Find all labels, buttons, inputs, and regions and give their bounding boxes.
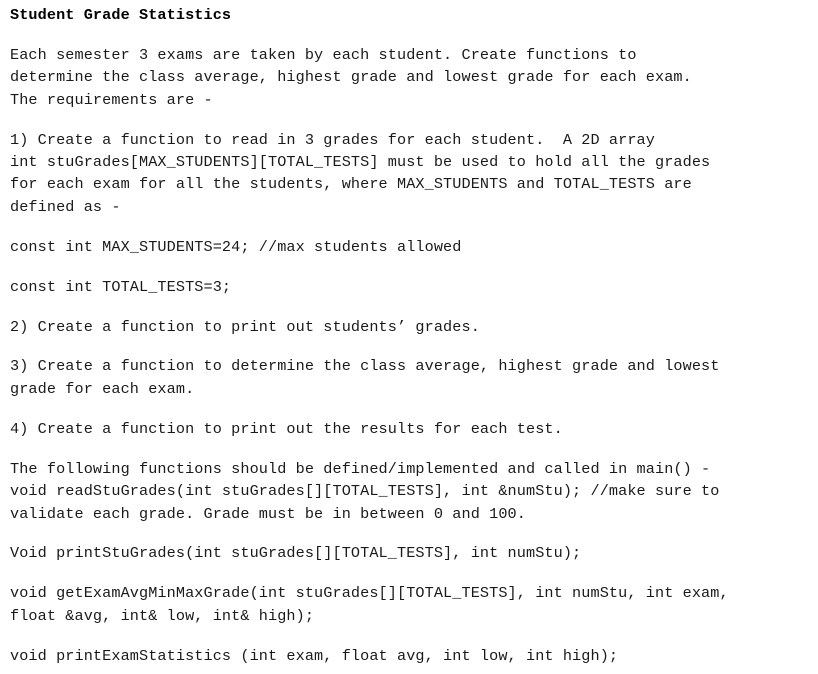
requirement-1 [10,129,814,219]
requirement-1-line: defined as - [10,197,121,216]
requirement-3-line: grade for each exam. [10,379,195,398]
requirement-2: 2) Create a function to print out students’ grades. [10,317,480,336]
function-get-exam-avg [10,582,814,627]
const-max-students: const int MAX_STUDENTS=24; //max students allowed [10,237,462,256]
intro-paragraph [10,44,814,111]
requirement-3 [10,355,814,400]
intro-line: Each semester 3 exams are taken by each student. Create functions to [10,45,637,64]
function-get-exam-avg-line: float &avg, int& low, int& high); [10,606,315,625]
requirement-1-line: 1) Create a function to read in 3 grades for each student. A 2D array [10,130,655,149]
intro-line: determine the class average, highest grade and lowest grade for each exam. [10,68,692,87]
requirement-1-line: for each exam for all the students, where MAX_STUDENTS and TOTAL_TESTS are [10,175,692,194]
requirement-4: 4) Create a function to print out the results for each test. [10,419,563,438]
requirement-3-line: 3) Create a function to determine the class average, highest grade and lowest [10,357,720,376]
functions-intro [10,458,814,525]
const-total-tests: const int TOTAL_TESTS=3; [10,277,232,296]
functions-intro-line: void readStuGrades(int stuGrades[][TOTAL_TESTS], int &numStu); //make sure to [10,482,720,501]
intro-line: The requirements are - [10,90,213,109]
function-get-exam-avg-line: void getExamAvgMinMaxGrade(int stuGrades[][TOTAL_TESTS], int numStu, int exam, [10,584,729,603]
page-title: Student Grade Statistics [10,6,232,24]
function-print-stu-grades: Void printStuGrades(int stuGrades[][TOTAL_TESTS], int numStu); [10,544,582,563]
requirement-1-line: int stuGrades[MAX_STUDENTS][TOTAL_TESTS] must be used to hold all the grades [10,153,711,172]
functions-intro-line: validate each grade. Grade must be in between 0 and 100. [10,504,526,523]
functions-intro-line: The following functions should be defined/implemented and called in main() - [10,459,711,478]
function-print-exam-statistics: void printExamStatistics (int exam, float avg, int low, int high); [10,646,619,665]
document-body [10,4,814,667]
